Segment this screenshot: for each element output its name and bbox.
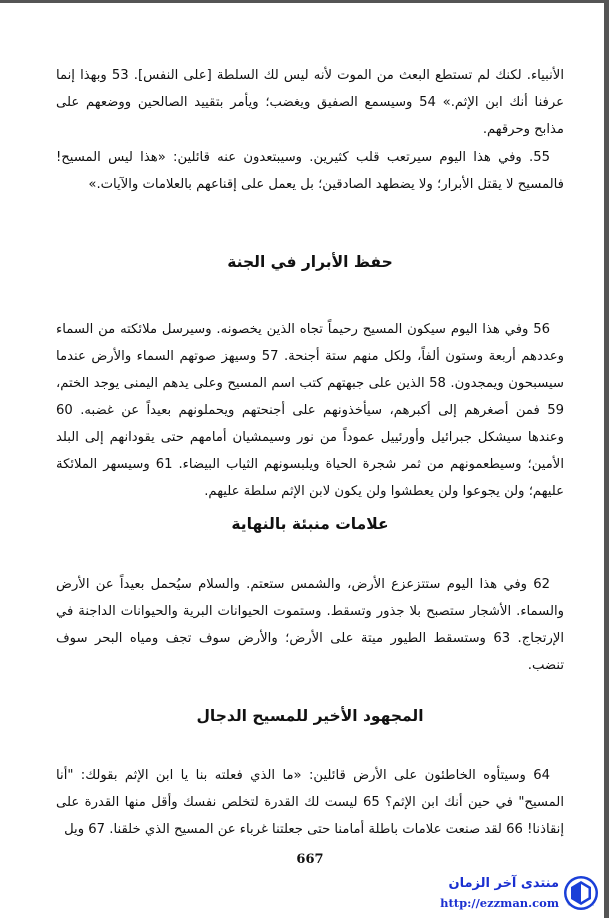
- paragraph-verse-55: 55. وفي هذا اليوم سيرتعب قلب كثيرين. وسيبتعدون عنه قائلين: «هذا ليس المسيح! فالمسيح لا يقتل الأبرار؛ ولا يضطهد الصادقين؛ بل يعمل على إقناعهم بالعلامات والآيات.»: [56, 150, 564, 192]
- watermark-url-link[interactable]: http://ezzman.com: [440, 896, 559, 910]
- watermark-title: منتدى آخر الزمان: [448, 876, 559, 891]
- hexagon-shield-icon: [563, 875, 599, 911]
- section-heading-signs-of-end: علامات منبئة بالنهاية: [231, 515, 389, 533]
- section-heading-last-effort-antichrist: المجهود الأخير للمسيح الدجال: [196, 707, 424, 725]
- forum-watermark[interactable]: [395, 872, 605, 916]
- paragraph-verses-52-54: الأنبياء. لكنك لم تستطع البعث من الموت لأنه ليس لك السلطة [على النفس]. 53 وبهذا إنما عرفنا أنك ابن الإثم.» 54 وسيسمع الصفيق ويغضب؛ ويأمر بتقييد الصالحين ووضعهم على مذابح وحرقهم.: [56, 68, 564, 137]
- window-frame-top: [0, 0, 609, 3]
- paragraph-verses-64-67: 64 وسيتأوه الخاطئون على الأرض قائلين: «ما الذي فعلته بنا يا ابن الإثم بقولك: "أنا المسيح" في حين أنك ابن الإثم؟ 65 ليست لك القدرة لتخلص نفسك وأقل منها القدرة على إنقاذنا! 66 لقد صنعت علامات باطلة أمامنا حتى جعلتنا غرباء عن المسيح الذي خلقنا. 67 ويل: [56, 768, 564, 837]
- page-number: 667: [296, 852, 324, 867]
- paragraph-verses-62-63: 62 وفي هذا اليوم ستتزعزع الأرض، والشمس ستعتم. والسلام سيُحمل بعيداً عن الأرض والسماء. الأشجار ستصبح بلا جذور وتسقط. وستموت الحيوانات البرية والحيوانات الداجنة في الإرتجاج. 63 وستسقط الطيور ميتة على الأرض؛ والأرض سوف تجف ومياه البحر سوف تنضب.: [56, 577, 564, 673]
- section-heading-preservation-of-righteous: حفظ الأبرار في الجنة: [227, 253, 393, 271]
- window-frame-right: [604, 0, 609, 918]
- paragraph-verses-56-61: 56 وفي هذا اليوم سيكون المسيح رحيماً تجاه الذين يخصونه. وسيرسل ملائكته من السماء وعددهم أربعة وستون ألفاً، ولكل منهم ستة أجنحة. 57 وسيهز صوتهم السماء والأرض عندما سيسبحون ويمجدون. 58 الذين على جبهتهم كتب اسم المسيح وعلى يدهم اليمنى يوجد الختم، 59 فمن أصغرهم إلى أكبرهم، سيأخذونهم على أجنحتهم ويحملونهم بعيداً عن غضبه. 60 وعندها سيشكل جبرائيل وأورئييل عموداً من نور وسيمشيان أمامهم حتى يقودانهم إلى البلد الأمين؛ وسيطعمونهم من ثمر شجرة الحياة ويلبسونهم الثياب البيضاء. 61 وسيسهر الملائكة عليهم؛ ولن يجوعوا ولن يعطشوا ولن يكون لابن الإثم سلطة عليهم.: [56, 322, 564, 499]
